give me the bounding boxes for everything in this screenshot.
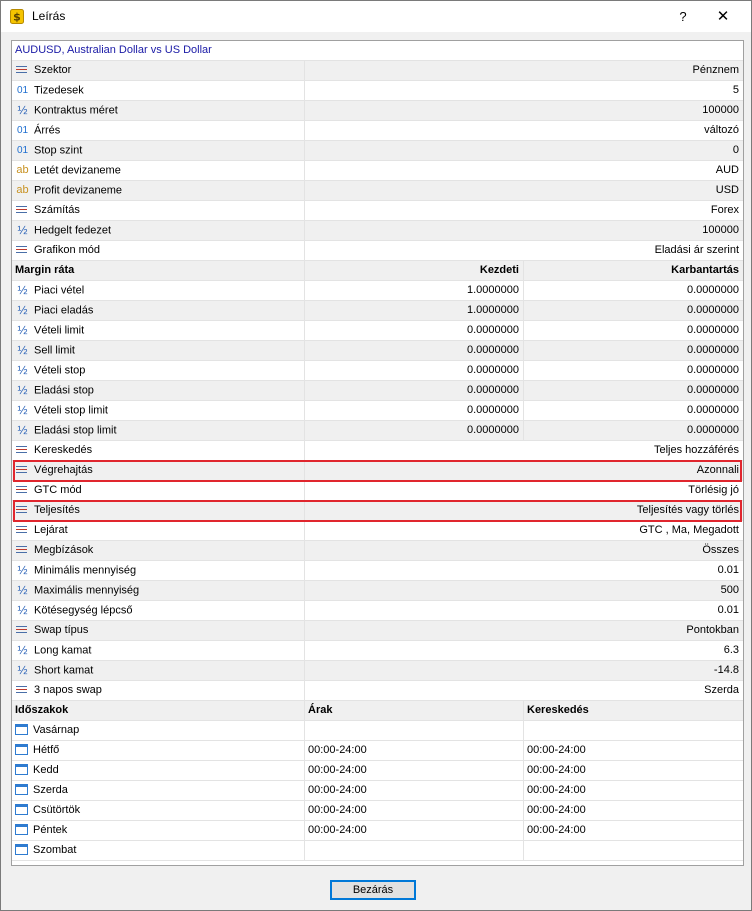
margin-maintenance-value: 0.0000000 (523, 381, 743, 401)
row-label-text: Lejárat (34, 524, 68, 536)
property-row[interactable] (12, 641, 743, 661)
row-label (12, 221, 304, 241)
row-label-text: Maximális mennyiség (34, 584, 140, 597)
row-label (12, 561, 304, 581)
row-label-text: Tizedesek (34, 84, 84, 97)
property-value: 6.3 (304, 641, 743, 661)
property-value: Teljesítés vagy törlés (304, 501, 743, 521)
margin-row[interactable] (12, 301, 743, 321)
margin-initial-value: 0.0000000 (304, 401, 523, 421)
row-label-text: Profit devizaneme (34, 184, 123, 197)
row-label (12, 441, 304, 461)
row-label (12, 601, 304, 621)
row-label-text: Árrés (34, 124, 61, 137)
list-icon (15, 64, 30, 75)
session-trade-value (523, 841, 743, 861)
help-button[interactable]: ? (679, 9, 687, 24)
row-label-text: Hedgelt fedezet (34, 224, 112, 237)
row-label-text: GTC mód (34, 484, 82, 496)
fraction-icon: ½ (17, 343, 28, 357)
property-row[interactable] (12, 241, 743, 261)
calendar-icon (15, 724, 28, 735)
row-label (12, 401, 304, 421)
row-label-text: Kötésegység lépcső (34, 604, 133, 617)
session-quotes-value: 00:00-24:00 (304, 781, 523, 801)
property-value: 0 (304, 141, 743, 161)
property-value: 5 (304, 81, 743, 101)
session-quotes-value (304, 721, 523, 741)
margin-row[interactable] (12, 281, 743, 301)
row-label (12, 301, 304, 321)
row-label-text: Minimális mennyiség (34, 564, 137, 577)
fraction-icon: ½ (17, 643, 28, 657)
property-row[interactable] (12, 521, 743, 541)
property-row[interactable] (12, 561, 743, 581)
session-quotes-value: 00:00-24:00 (304, 761, 523, 781)
row-label (12, 461, 304, 481)
integer-icon: 01 (16, 145, 29, 156)
row-label (12, 501, 304, 521)
list-icon (15, 624, 30, 635)
property-value: AUD (304, 161, 743, 181)
text-icon: ab (16, 184, 29, 196)
sessions-header-label: Időszakok (15, 704, 69, 716)
row-label-text: Szerda (33, 784, 68, 796)
session-trade-value: 00:00-24:00 (523, 761, 743, 781)
session-quotes-value: 00:00-24:00 (304, 741, 523, 761)
row-label (12, 181, 304, 201)
list-icon (15, 484, 30, 495)
row-label (12, 521, 304, 541)
fraction-icon: ½ (17, 103, 28, 117)
specification-table[interactable] (11, 40, 744, 866)
row-label (12, 421, 304, 441)
row-label-text: Szombat (33, 844, 77, 856)
property-value: Forex (304, 201, 743, 221)
session-quotes-value: 00:00-24:00 (304, 801, 523, 821)
margin-maintenance-value: 0.0000000 (523, 321, 743, 341)
property-row[interactable] (12, 661, 743, 681)
property-value: Szerda (304, 681, 743, 701)
list-icon (15, 204, 30, 215)
property-value: USD (304, 181, 743, 201)
row-label (12, 781, 304, 801)
margin-initial-value: 0.0000000 (304, 341, 523, 361)
row-label (12, 761, 304, 781)
row-label-text: Stop szint (34, 144, 83, 157)
svg-text:$: $ (13, 10, 21, 24)
property-value: Összes (304, 541, 743, 561)
list-icon (15, 524, 30, 535)
sessions-header-quotes: Árak (304, 701, 523, 721)
property-value: Törlésig jó (304, 481, 743, 501)
margin-maintenance-value: 0.0000000 (523, 301, 743, 321)
session-row[interactable] (12, 801, 743, 821)
fraction-icon: ½ (17, 283, 28, 297)
app-dollar-icon (10, 9, 24, 24)
property-row[interactable] (12, 121, 743, 141)
calendar-icon (15, 764, 28, 775)
margin-maintenance-value: 0.0000000 (523, 421, 743, 441)
margin-maintenance-value: 0.0000000 (523, 401, 743, 421)
row-label-text: Vételi stop (34, 364, 86, 377)
property-row[interactable] (12, 101, 743, 121)
row-label-text: Long kamat (34, 644, 92, 657)
row-label (12, 341, 304, 361)
row-label-text: Grafikon mód (34, 244, 101, 256)
fraction-icon: ½ (17, 583, 28, 597)
property-value: változó (304, 121, 743, 141)
property-row[interactable] (12, 161, 743, 181)
row-label-text: Kedd (33, 764, 59, 776)
calendar-icon (15, 804, 28, 815)
row-label-text: Péntek (33, 824, 68, 836)
row-label-text: Megbízások (34, 544, 94, 556)
margin-row[interactable] (12, 321, 743, 341)
property-value: Pénznem (304, 61, 743, 81)
integer-icon: 01 (16, 125, 29, 136)
property-value: 100000 (304, 221, 743, 241)
row-label (12, 101, 304, 121)
property-row[interactable] (12, 681, 743, 701)
property-row[interactable] (12, 81, 743, 101)
window-close-button[interactable]: ✕ (716, 8, 730, 25)
row-label (12, 581, 304, 601)
calendar-icon (15, 824, 28, 835)
session-row[interactable] (12, 781, 743, 801)
margin-row[interactable] (12, 381, 743, 401)
list-icon (15, 244, 30, 255)
property-row[interactable] (12, 441, 743, 461)
property-value: Eladási ár szerint (304, 241, 743, 261)
integer-icon: 01 (16, 85, 29, 96)
margin-header-initial: Kezdeti (304, 261, 523, 281)
close-dialog-button[interactable]: Bezárás (330, 880, 416, 900)
property-row[interactable] (12, 221, 743, 241)
row-label (12, 681, 304, 701)
calendar-icon (15, 744, 28, 755)
property-value: 0.01 (304, 561, 743, 581)
row-label (12, 481, 304, 501)
row-label (12, 201, 304, 221)
margin-initial-value: 0.0000000 (304, 381, 523, 401)
row-label-text: Végrehajtás (34, 464, 93, 476)
row-label-text: Szektor (34, 64, 72, 76)
list-icon (15, 464, 30, 475)
row-label (12, 721, 304, 741)
row-label (12, 641, 304, 661)
margin-initial-value: 1.0000000 (304, 301, 523, 321)
row-label-text: Piaci vétel (34, 284, 85, 297)
margin-row[interactable] (12, 341, 743, 361)
fraction-icon: ½ (17, 303, 28, 317)
row-label-text: Kereskedés (34, 444, 93, 456)
session-trade-value: 00:00-24:00 (523, 821, 743, 841)
list-icon (15, 444, 30, 455)
sessions-header-trade: Kereskedés (523, 701, 743, 721)
property-row[interactable] (12, 461, 743, 481)
row-label-text: Sell limit (34, 344, 75, 357)
session-row[interactable] (12, 741, 743, 761)
property-value: Azonnali (304, 461, 743, 481)
margin-row[interactable] (12, 401, 743, 421)
row-label (12, 61, 304, 81)
session-quotes-value: 00:00-24:00 (304, 821, 523, 841)
session-row[interactable] (12, 761, 743, 781)
margin-header-maintenance: Karbantartás (523, 261, 743, 281)
margin-header-label: Margin ráta (15, 264, 75, 276)
row-label (12, 121, 304, 141)
row-label-text: Hétfő (33, 744, 60, 756)
list-icon (15, 684, 30, 695)
session-trade-value (523, 721, 743, 741)
list-icon (15, 504, 30, 515)
row-label (12, 821, 304, 841)
row-label-text: Swap típus (34, 624, 89, 636)
margin-initial-value: 0.0000000 (304, 361, 523, 381)
row-label-text: Piaci eladás (34, 304, 94, 317)
row-label (12, 241, 304, 261)
property-row[interactable] (12, 581, 743, 601)
property-value: 0.01 (304, 601, 743, 621)
row-label-text: Eladási stop (34, 384, 94, 397)
row-label (12, 541, 304, 561)
margin-maintenance-value: 0.0000000 (523, 341, 743, 361)
row-label (12, 741, 304, 761)
property-value: 500 (304, 581, 743, 601)
window-title: Leírás (32, 9, 66, 23)
row-label (12, 81, 304, 101)
session-row[interactable] (12, 821, 743, 841)
property-value: GTC , Ma, Megadott (304, 521, 743, 541)
session-quotes-value (304, 841, 523, 861)
fraction-icon: ½ (17, 223, 28, 237)
row-label (12, 161, 304, 181)
row-label (12, 281, 304, 301)
list-icon (15, 544, 30, 555)
property-row[interactable] (12, 181, 743, 201)
symbol-title-row (12, 41, 743, 61)
session-trade-value: 00:00-24:00 (523, 741, 743, 761)
fraction-icon: ½ (17, 363, 28, 377)
row-label (12, 381, 304, 401)
sessions-header-row (12, 701, 743, 721)
row-label-text: Short kamat (34, 664, 94, 677)
property-row[interactable] (12, 481, 743, 501)
fraction-icon: ½ (17, 603, 28, 617)
row-label (12, 621, 304, 641)
margin-row[interactable] (12, 421, 743, 441)
row-label (12, 841, 304, 861)
margin-row[interactable] (12, 361, 743, 381)
calendar-icon (15, 844, 28, 855)
margin-maintenance-value: 0.0000000 (523, 281, 743, 301)
property-row[interactable] (12, 201, 743, 221)
property-row[interactable] (12, 501, 743, 521)
symbol-title: AUDUSD, Australian Dollar vs US Dollar (15, 44, 212, 56)
property-row[interactable] (12, 541, 743, 561)
text-icon: ab (16, 164, 29, 176)
property-value: 100000 (304, 101, 743, 121)
property-row[interactable] (12, 601, 743, 621)
row-label-text: Kontraktus méret (34, 104, 118, 117)
margin-initial-value: 1.0000000 (304, 281, 523, 301)
fraction-icon: ½ (17, 663, 28, 677)
row-label (12, 361, 304, 381)
property-value: -14.8 (304, 661, 743, 681)
row-label (12, 801, 304, 821)
session-row[interactable] (12, 841, 743, 861)
row-label-text: Eladási stop limit (34, 424, 117, 437)
row-label (12, 661, 304, 681)
calendar-icon (15, 784, 28, 795)
row-label-text: Vételi stop limit (34, 404, 108, 417)
row-label-text: Letét devizaneme (34, 164, 121, 177)
session-trade-value: 00:00-24:00 (523, 801, 743, 821)
margin-header-row (12, 261, 743, 281)
property-row[interactable] (12, 621, 743, 641)
row-label-text: 3 napos swap (34, 684, 102, 696)
margin-initial-value: 0.0000000 (304, 421, 523, 441)
row-label (12, 321, 304, 341)
property-row[interactable] (12, 61, 743, 81)
margin-initial-value: 0.0000000 (304, 321, 523, 341)
session-row[interactable] (12, 721, 743, 741)
fraction-icon: ½ (17, 323, 28, 337)
fraction-icon: ½ (17, 403, 28, 417)
property-value: Teljes hozzáférés (304, 441, 743, 461)
titlebar (1, 1, 751, 32)
row-label-text: Csütörtök (33, 804, 81, 816)
property-value: Pontokban (304, 621, 743, 641)
row-label-text: Számítás (34, 204, 80, 216)
fraction-icon: ½ (17, 383, 28, 397)
property-row[interactable] (12, 141, 743, 161)
margin-maintenance-value: 0.0000000 (523, 361, 743, 381)
session-trade-value: 00:00-24:00 (523, 781, 743, 801)
row-label-text: Vasárnap (33, 724, 80, 736)
row-label (12, 141, 304, 161)
fraction-icon: ½ (17, 563, 28, 577)
row-label-text: Vételi limit (34, 324, 85, 337)
row-label-text: Teljesítés (34, 504, 80, 516)
fraction-icon: ½ (17, 423, 28, 437)
